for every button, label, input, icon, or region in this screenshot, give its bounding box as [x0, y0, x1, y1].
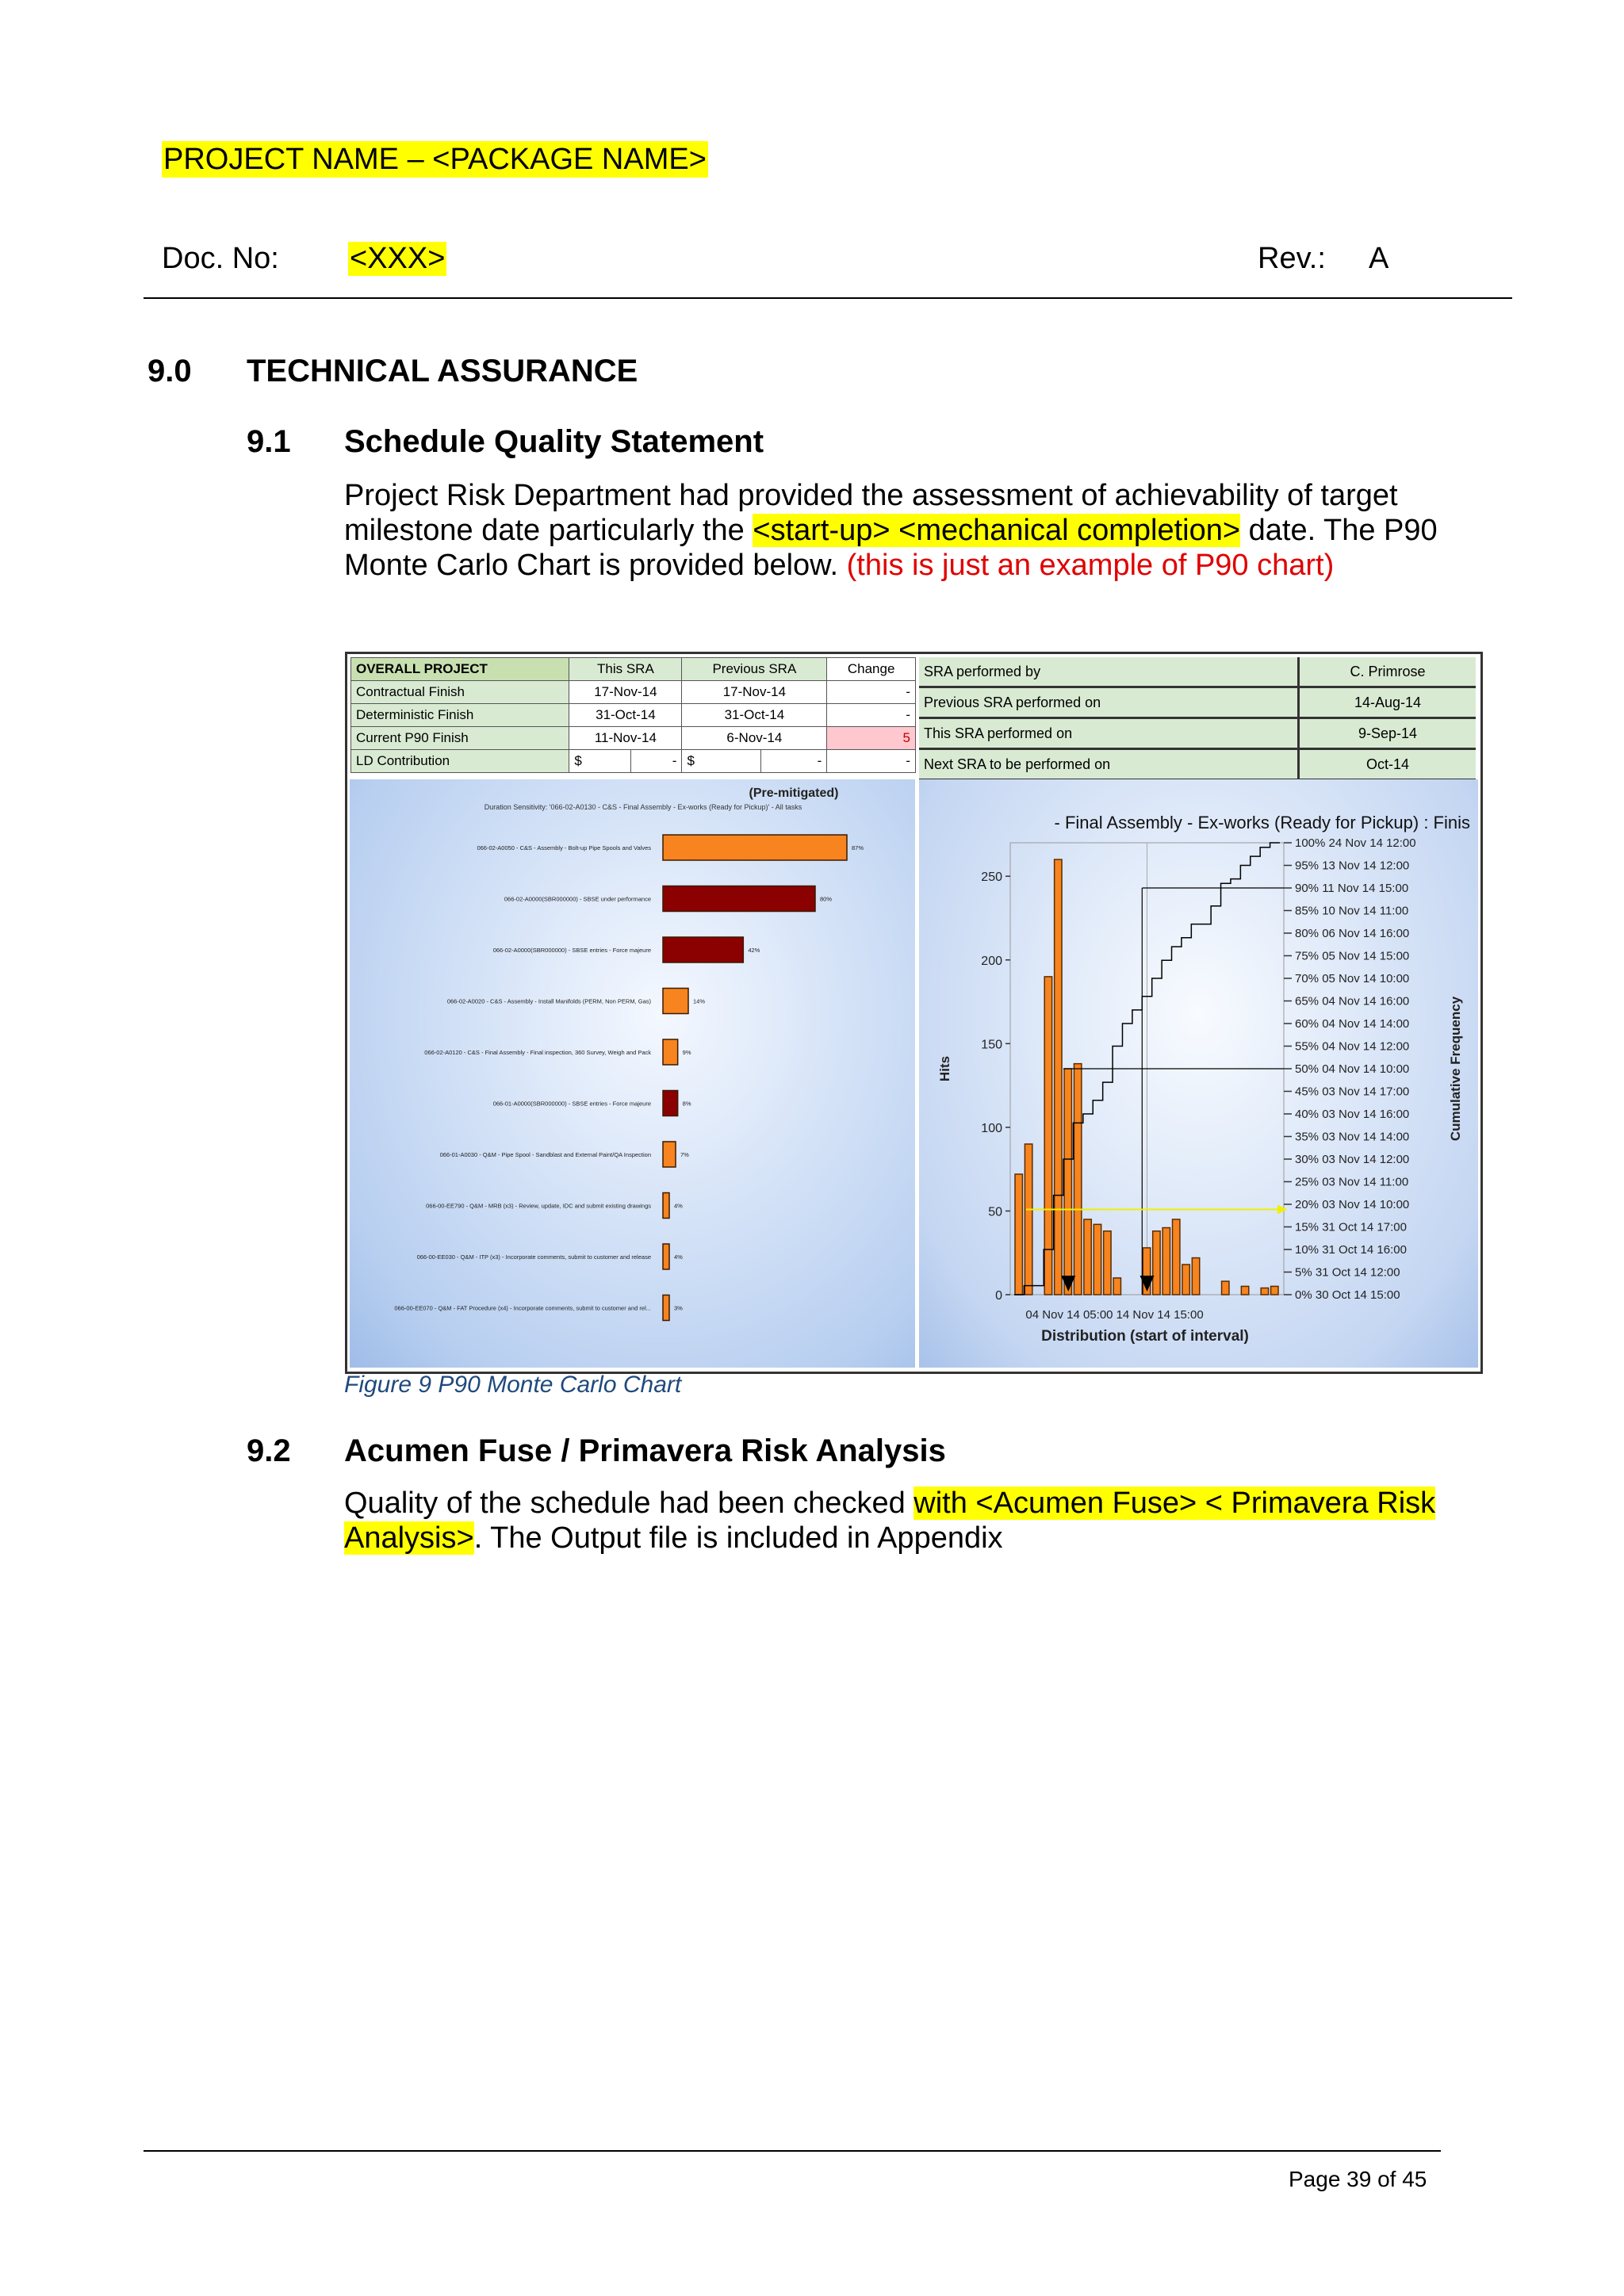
table-cell: C. Primrose	[1299, 657, 1477, 687]
histogram-title: - Final Assembly - Ex-works (Ready for Pickup) : Finis	[1054, 813, 1470, 832]
table-cell: -	[761, 750, 827, 773]
histogram-bar	[1192, 1258, 1199, 1295]
histogram-bar	[1015, 1174, 1022, 1295]
histogram-bar	[1261, 1288, 1268, 1295]
tornado-pct-label: 4%	[674, 1253, 683, 1261]
highlighted-text: Analysis>	[344, 1521, 474, 1555]
project-name: PROJECT NAME – <PACKAGE NAME>	[163, 143, 707, 176]
doc-no-value: <XXX>	[350, 242, 446, 275]
tornado-task-label: 066-00-EE790 - Q&M - MRB (x3) - Review, update, IDC and submit existing drawings	[426, 1202, 651, 1210]
tornado-title: (Pre-mitigated)	[749, 786, 839, 800]
percentile-label: 25% 03 Nov 14 11:00	[1295, 1175, 1409, 1189]
table-row	[919, 749, 1476, 780]
tornado-panel	[350, 779, 915, 1368]
y-tick-label: 100	[981, 1121, 1002, 1135]
tornado-pct-label: 14%	[693, 997, 706, 1005]
tornado-bar	[663, 1091, 678, 1116]
section-title: TECHNICAL ASSURANCE	[247, 354, 638, 388]
percentile-label: 65% 04 Nov 14 16:00	[1295, 994, 1410, 1008]
red-note: (this is just an example of P90 chart)	[846, 549, 1335, 582]
rev-label: Rev.:	[1258, 242, 1326, 275]
y-axis-label: Hits	[937, 1055, 952, 1082]
x-tick-label: 04 Nov 14 05:00	[1025, 1308, 1113, 1322]
table-header: Change	[827, 658, 916, 681]
y2-axis-label: Cumulative Frequency	[1448, 996, 1463, 1142]
percentile-label: 80% 06 Nov 14 16:00	[1295, 927, 1410, 940]
table-cell: $	[682, 750, 761, 773]
y-tick-label: 200	[981, 954, 1002, 968]
percentile-label: 30% 03 Nov 14 12:00	[1295, 1153, 1410, 1166]
tornado-pct-label: 42%	[748, 947, 760, 954]
percentile-label: 55% 04 Nov 14 12:00	[1295, 1039, 1410, 1054]
tornado-bar	[663, 1039, 678, 1065]
x-tick-label: 14 Nov 14 15:00	[1116, 1308, 1204, 1322]
tornado-bar	[663, 1295, 669, 1321]
paragraph-text: Quality of the schedule had been checked	[344, 1487, 914, 1520]
percentile-label: 0% 30 Oct 14 15:00	[1295, 1288, 1400, 1302]
paragraph-9-2	[344, 1486, 1470, 1556]
percentile-label: 60% 04 Nov 14 14:00	[1295, 1017, 1410, 1031]
table-row	[351, 704, 916, 727]
table-row	[919, 718, 1476, 749]
table-cell: Current P90 Finish	[351, 727, 569, 750]
tornado-bar	[663, 835, 847, 860]
table-header: This SRA	[569, 658, 682, 681]
tornado-pct-label: 8%	[682, 1100, 691, 1108]
table-row	[351, 727, 916, 750]
paragraph-text: Project Risk Department had provided the assessment of achievability of target milestone date particularly the	[344, 479, 1398, 547]
histogram-bar	[1025, 1144, 1032, 1295]
percentile-label: 90% 11 Nov 14 15:00	[1295, 882, 1409, 895]
table-cell: 17-Nov-14	[569, 681, 682, 704]
y-tick-label: 0	[995, 1289, 1002, 1303]
monte-carlo-figure	[345, 652, 1483, 1374]
table-cell: SRA performed by	[919, 657, 1299, 687]
table-cell: Deterministic Finish	[351, 704, 569, 727]
doc-no-label: Doc. No:	[162, 242, 279, 275]
tornado-task-label: 066-01-A0030 - Q&M - Pipe Spool - Sandblast and External Paint/QA Inspection	[439, 1151, 651, 1158]
table-row	[351, 750, 916, 773]
section-number: 9.0	[147, 354, 192, 388]
histogram-bar	[1271, 1286, 1278, 1295]
percentile-label: 70% 05 Nov 14 10:00	[1295, 972, 1410, 985]
subsection-number: 9.1	[247, 424, 291, 459]
tornado-task-label: 066-02-A0000(SBR000000) - SBSE entries - Force majeure	[492, 947, 651, 954]
header-divider	[144, 297, 1512, 299]
table-cell: 31-Oct-14	[569, 704, 682, 727]
tornado-subtitle: Duration Sensitivity: '066-02-A0130 - C&S - Final Assembly - Ex-works (Ready for Pickup)' - All tasks	[484, 803, 802, 811]
table-cell: LD Contribution	[351, 750, 569, 773]
percentile-label: 50% 04 Nov 14 10:00	[1295, 1062, 1410, 1076]
rev-value: A	[1369, 242, 1389, 275]
percentile-label: 45% 03 Nov 14 17:00	[1295, 1085, 1410, 1099]
table-cell: 14-Aug-14	[1299, 687, 1477, 718]
y-tick-label: 50	[988, 1205, 1002, 1219]
highlighted-text: <start-up> <mechanical completion>	[753, 514, 1241, 547]
paragraph-text: date. The P90 Monte Carlo Chart is provided below.	[344, 514, 1438, 582]
table-header: OVERALL PROJECT	[351, 658, 569, 681]
histogram-bar	[1222, 1281, 1229, 1295]
tornado-pct-label: 4%	[674, 1202, 683, 1210]
tornado-task-label: 066-00-EE070 - Q&M - FAT Procedure (x4) - Incorporate comments, submit to customer and rel...	[394, 1304, 651, 1312]
histogram-bar	[1104, 1231, 1111, 1295]
tornado-task-label: 066-00-EE030 - Q&M - ITP (x3) - Incorporate comments, submit to customer and release	[416, 1253, 651, 1261]
histogram-panel	[919, 779, 1478, 1368]
percentile-label: 20% 03 Nov 14 10:00	[1295, 1198, 1410, 1211]
histogram-bar	[1044, 977, 1051, 1295]
table-cell: -	[827, 750, 916, 773]
table-cell: Oct-14	[1299, 749, 1477, 780]
table-cell: 31-Oct-14	[682, 704, 827, 727]
tornado-pct-label: 7%	[680, 1151, 689, 1158]
table-row	[351, 681, 916, 704]
table-row	[919, 687, 1476, 718]
tornado-bar	[663, 1244, 669, 1269]
table-cell: Next SRA to be performed on	[919, 749, 1299, 780]
percentile-label: 5% 31 Oct 14 12:00	[1295, 1265, 1400, 1280]
table-cell: Contractual Finish	[351, 681, 569, 704]
histogram-bar	[1241, 1286, 1248, 1295]
table-cell: -	[827, 704, 916, 727]
y-tick-label: 150	[981, 1038, 1002, 1052]
percentile-label: 35% 03 Nov 14 14:00	[1295, 1130, 1410, 1144]
paragraph-text: . The Output file is included in Appendix	[473, 1521, 1003, 1555]
table-cell: 11-Nov-14	[569, 727, 682, 750]
y-tick-label: 250	[981, 871, 1002, 885]
tornado-task-label: 066-01-A0000(SBR000000) - SBSE entries - Force majeure	[492, 1100, 651, 1108]
x-axis-label: Distribution (start of interval)	[1041, 1328, 1249, 1345]
histogram-bar	[1153, 1231, 1160, 1295]
table-cell: -	[630, 750, 682, 773]
table-cell: Previous SRA performed on	[919, 687, 1299, 718]
target-arrow	[1277, 1204, 1287, 1214]
tornado-bar	[663, 989, 688, 1014]
table-cell: This SRA performed on	[919, 718, 1299, 749]
histogram-bar	[1113, 1278, 1120, 1295]
tornado-chart	[350, 779, 915, 1368]
sra-summary-table	[350, 657, 916, 773]
tornado-bar	[663, 937, 743, 962]
table-header: Previous SRA	[682, 658, 827, 681]
footer-divider	[144, 2150, 1441, 2152]
tornado-task-label: 066-02-A0000(SBR000000) - SBSE under performance	[504, 895, 651, 903]
table-header-row	[351, 658, 916, 681]
table-cell: $	[569, 750, 631, 773]
percentile-label: 15% 31 Oct 14 17:00	[1295, 1220, 1407, 1234]
percentile-label: 95% 13 Nov 14 12:00	[1295, 859, 1410, 873]
sra-info-table	[919, 657, 1476, 781]
histogram-bar	[1084, 1219, 1091, 1295]
paragraph-9-1	[344, 478, 1470, 583]
tornado-pct-label: 9%	[682, 1049, 691, 1056]
percentile-label: 40% 03 Nov 14 16:00	[1295, 1108, 1410, 1121]
tornado-bar	[663, 886, 815, 912]
subsection-title: Schedule Quality Statement	[344, 424, 764, 459]
figure-caption: Figure 9 P90 Monte Carlo Chart	[344, 1372, 682, 1398]
histogram-bar	[1173, 1219, 1180, 1295]
histogram-bar	[1162, 1228, 1170, 1295]
histogram-bar	[1074, 1064, 1081, 1295]
tornado-bar	[663, 1142, 676, 1167]
histogram-chart	[919, 779, 1478, 1368]
table-cell: -	[827, 681, 916, 704]
tornado-pct-label: 3%	[674, 1304, 683, 1312]
table-cell: 5	[827, 727, 916, 750]
tornado-bar	[663, 1193, 669, 1219]
subsection-number: 9.2	[247, 1433, 291, 1468]
tornado-task-label: 066-02-A0050 - C&S - Assembly - Bolt-up Pipe Spools and Valves	[477, 844, 651, 851]
highlighted-text: with <Acumen Fuse> < Primavera Risk	[914, 1487, 1436, 1520]
histogram-bar	[1182, 1265, 1189, 1295]
histogram-bar	[1094, 1224, 1101, 1295]
tornado-pct-label: 87%	[852, 844, 864, 851]
subsection-title: Acumen Fuse / Primavera Risk Analysis	[344, 1433, 946, 1468]
percentile-label: 75% 05 Nov 14 15:00	[1295, 949, 1410, 963]
tornado-task-label: 066-02-A0120 - C&S - Final Assembly - Final inspection, 360 Survey, Weigh and Pack	[424, 1049, 651, 1056]
table-cell: 17-Nov-14	[682, 681, 827, 704]
histogram-bar	[1064, 1069, 1071, 1295]
table-cell: 9-Sep-14	[1299, 718, 1477, 749]
percentile-label: 10% 31 Oct 14 16:00	[1295, 1243, 1407, 1257]
tornado-task-label: 066-02-A0020 - C&S - Assembly - Install Manifolds (PERM, Non PERM, Gas)	[446, 997, 651, 1005]
histogram-bar	[1055, 859, 1062, 1295]
tornado-pct-label: 80%	[820, 895, 833, 903]
percentile-marker	[1061, 1276, 1075, 1292]
page-number: Page 39 of 45	[1289, 2167, 1427, 2191]
percentile-label: 100% 24 Nov 14 12:00	[1295, 836, 1416, 850]
table-cell: 6-Nov-14	[682, 727, 827, 750]
table-row	[919, 657, 1476, 687]
percentile-label: 85% 10 Nov 14 11:00	[1295, 904, 1409, 918]
